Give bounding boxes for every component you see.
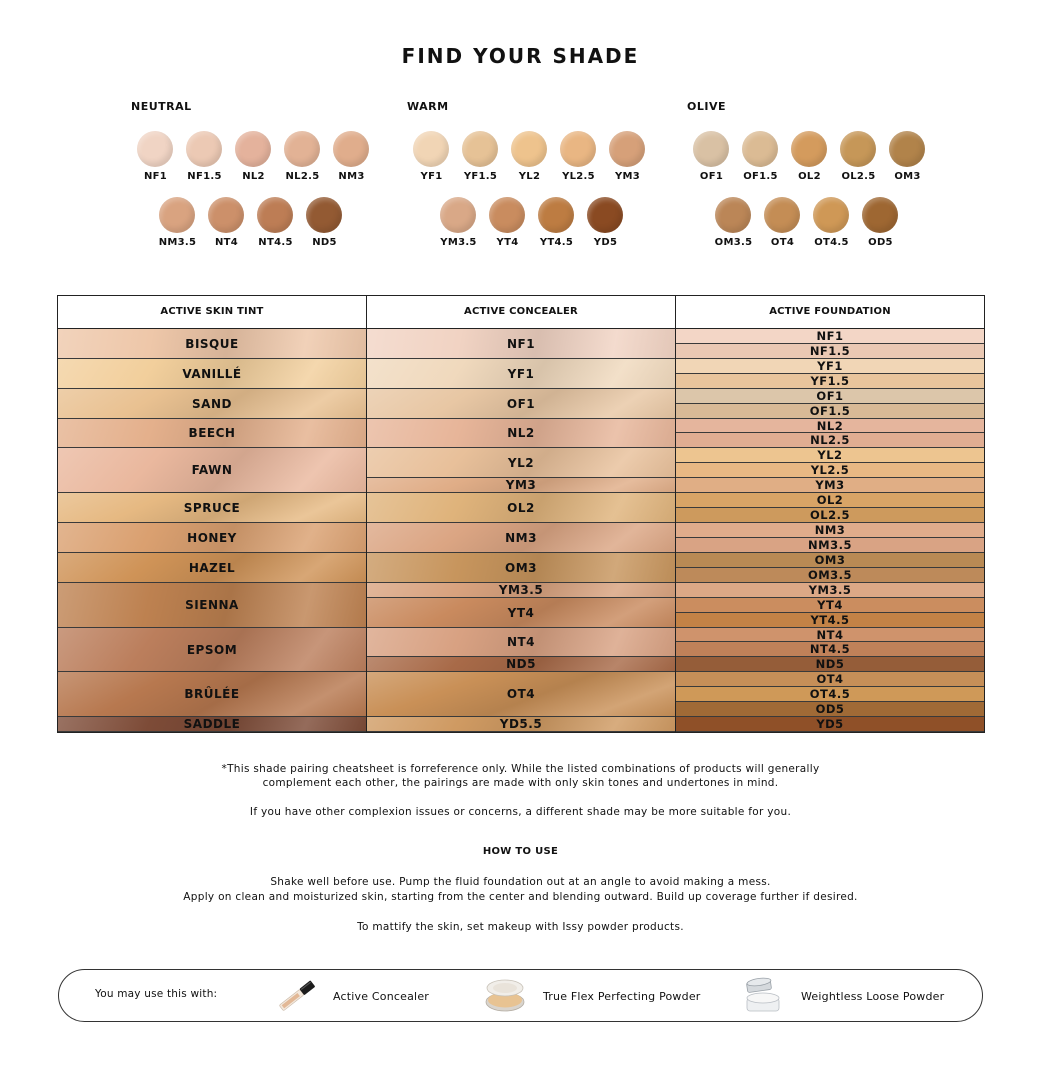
swatch-label: OL2.5 [841, 171, 876, 182]
shade-swatch[interactable] [758, 197, 807, 259]
swatch-circle [159, 197, 195, 233]
swatch-circle [440, 197, 476, 233]
loose-powder-jar-icon [739, 976, 789, 1016]
table-cell: OM3 [367, 553, 675, 583]
skin-tint-column [58, 329, 367, 732]
swatch-circle [889, 131, 925, 167]
swatch-label: YT4 [496, 237, 519, 248]
swatch-circle [715, 197, 751, 233]
use-with-lead: You may use this with: [95, 988, 218, 1000]
swatch-label: OF1.5 [743, 171, 778, 182]
swatch-label: YD5 [593, 237, 618, 248]
table-cell: HAZEL [58, 553, 366, 583]
product-active-concealer[interactable] [271, 976, 429, 1016]
swatch-circle [862, 197, 898, 233]
table-cell: NT4.5 [676, 642, 984, 657]
table-cell: NL2 [676, 419, 984, 433]
swatch-label: NF1 [143, 171, 168, 182]
product-weightless-loose-powder[interactable] [739, 976, 944, 1016]
table-cell: YF1 [676, 359, 984, 374]
product-name: True Flex Perfecting Powder [543, 989, 701, 1003]
foundation-column [676, 329, 984, 732]
swatch-row [709, 197, 905, 259]
table-cell: NF1 [367, 329, 675, 359]
swatch-circle [813, 197, 849, 233]
swatch-circle [560, 131, 596, 167]
table-cell: OM3 [676, 553, 984, 568]
swatch-row [407, 131, 652, 193]
shade-swatch[interactable] [251, 197, 300, 259]
how-to-use-line-1: Shake well before use. Pump the fluid foundation out at an angle to avoid making a mess. [270, 876, 771, 888]
table-cell: YT4.5 [676, 613, 984, 628]
table-cell: OF1 [676, 389, 984, 404]
shade-swatch[interactable] [456, 131, 505, 193]
family-name: OLIVE [687, 100, 726, 113]
table-cell: OL2.5 [676, 508, 984, 523]
swatch-label: NM3 [338, 171, 365, 182]
swatch-label: OM3 [894, 171, 921, 182]
table-cell: OD5 [676, 702, 984, 717]
shade-swatch[interactable] [153, 197, 202, 259]
shade-swatch[interactable] [532, 197, 581, 259]
table-cell: YL2.5 [676, 463, 984, 478]
shade-swatch[interactable] [327, 131, 376, 193]
disclaimer-line-1: *This shade pairing cheatsheet is forreference only. While the listed combinations of products will generally [221, 763, 820, 775]
shade-swatch[interactable] [834, 131, 883, 193]
swatch-label: OT4.5 [814, 237, 849, 248]
swatch-label: NT4 [214, 237, 239, 248]
table-cell: OF1.5 [676, 404, 984, 419]
swatch-label: YL2.5 [562, 171, 595, 182]
disclaimer-line-3: If you have other complexion issues or concerns, a different shade may be more suitable for you. [249, 806, 792, 818]
table-cell: VANILLÉ [58, 359, 366, 389]
swatch-label: OM3.5 [714, 237, 753, 248]
swatch-label: YT4.5 [539, 237, 574, 248]
swatch-label: NF1.5 [187, 171, 222, 182]
shade-swatch[interactable] [300, 197, 349, 259]
product-name: Weightless Loose Powder [801, 989, 945, 1003]
how-to-use-line-2: Apply on clean and moisturized skin, starting from the center and blending outward. Build up coverage further if desired. [183, 891, 858, 903]
swatch-label: YL2 [518, 171, 541, 182]
table-cell: YL2 [367, 448, 675, 478]
family-name: WARM [407, 100, 449, 113]
swatch-row [434, 197, 630, 259]
table-cell: SAND [58, 389, 366, 419]
swatch-label: NL2 [242, 171, 265, 182]
header-concealer: ACTIVE CONCEALER [367, 296, 676, 328]
swatch-circle [306, 197, 342, 233]
shade-swatch[interactable] [505, 131, 554, 193]
shade-family-neutral [131, 100, 391, 248]
swatch-circle [235, 131, 271, 167]
swatch-circle [257, 197, 293, 233]
shade-swatch[interactable] [581, 197, 630, 259]
shade-swatch[interactable] [785, 131, 834, 193]
swatch-circle [413, 131, 449, 167]
table-cell: OF1 [367, 389, 675, 419]
swatch-label: YM3.5 [440, 237, 477, 248]
shade-swatch[interactable] [131, 131, 180, 193]
powder-compact-icon [481, 976, 531, 1016]
table-cell: NF1 [676, 329, 984, 344]
shade-swatch[interactable] [807, 197, 856, 259]
table-cell: NL2.5 [676, 433, 984, 448]
concealer-wand-icon [271, 976, 321, 1016]
shade-swatch[interactable] [856, 197, 905, 259]
swatch-label: NM3.5 [158, 237, 197, 248]
table-cell: SIENNA [58, 583, 366, 628]
table-cell: OM3.5 [676, 568, 984, 583]
table-cell: FAWN [58, 448, 366, 493]
swatch-label: ND5 [312, 237, 337, 248]
table-cell: NT4 [367, 628, 675, 657]
swatch-row [153, 197, 349, 259]
shade-family-olive [687, 100, 947, 248]
table-cell: ND5 [676, 657, 984, 672]
how-to-use-line-3: To mattify the skin, set makeup with Issy powder products. [357, 921, 684, 933]
table-cell: YD5 [676, 717, 984, 732]
table-cell: YM3 [676, 478, 984, 493]
swatch-circle [462, 131, 498, 167]
swatch-circle [186, 131, 222, 167]
shade-swatch[interactable] [202, 197, 251, 259]
swatch-label: OD5 [868, 237, 893, 248]
shade-swatch[interactable] [278, 131, 327, 193]
table-cell: OL2 [367, 493, 675, 523]
swatch-circle [284, 131, 320, 167]
table-cell: YD5.5 [367, 717, 675, 732]
table-cell: YT4 [676, 598, 984, 613]
swatch-circle [538, 197, 574, 233]
swatch-circle [791, 131, 827, 167]
shade-swatch[interactable] [554, 131, 603, 193]
swatch-label: YM3 [614, 171, 641, 182]
table-cell: SADDLE [58, 717, 366, 732]
product-true-flex-powder[interactable] [481, 976, 701, 1016]
swatch-circle [840, 131, 876, 167]
table-cell: OT4 [676, 672, 984, 687]
swatch-row [131, 131, 376, 193]
shade-swatch[interactable] [407, 131, 456, 193]
table-cell: OT4.5 [676, 687, 984, 702]
shade-swatch[interactable] [603, 131, 652, 193]
table-cell: NM3 [367, 523, 675, 553]
swatch-label: OL2 [798, 171, 821, 182]
use-with-banner [58, 969, 983, 1022]
table-cell: BRÛLÉE [58, 672, 366, 717]
table-cell: YM3.5 [676, 583, 984, 598]
shade-swatch[interactable] [229, 131, 278, 193]
swatch-circle [742, 131, 778, 167]
shade-family-warm [407, 100, 667, 248]
table-cell: SPRUCE [58, 493, 366, 523]
swatch-label: OF1 [699, 171, 724, 182]
shade-swatch[interactable] [709, 197, 758, 259]
swatch-label: YF1.5 [463, 171, 498, 182]
table-cell: YM3.5 [367, 583, 675, 598]
swatch-circle [693, 131, 729, 167]
table-cell: NT4 [676, 628, 984, 642]
table-cell: EPSOM [58, 628, 366, 672]
disclaimer-line-2: complement each other, the pairings are made with only skin tones and undertones in mind. [262, 777, 779, 789]
product-name: Active Concealer [333, 989, 430, 1003]
swatch-circle [511, 131, 547, 167]
table-cell: BISQUE [58, 329, 366, 359]
swatch-row [687, 131, 932, 193]
table-cell: NL2 [367, 419, 675, 448]
shade-swatch[interactable] [687, 131, 736, 193]
shade-swatch[interactable] [434, 197, 483, 259]
table-cell: OT4 [367, 672, 675, 717]
shade-swatch[interactable] [736, 131, 785, 193]
table-cell: ND5 [367, 657, 675, 672]
swatch-circle [333, 131, 369, 167]
concealer-column [367, 329, 676, 732]
table-cell: NF1.5 [676, 344, 984, 359]
header-skin-tint: ACTIVE SKIN TINT [58, 296, 367, 328]
shade-pairing-table [57, 295, 985, 733]
table-cell: YM3 [367, 478, 675, 493]
swatch-circle [208, 197, 244, 233]
swatch-circle [587, 197, 623, 233]
table-cell: YF1 [367, 359, 675, 389]
how-to-use-title: HOW TO USE [482, 846, 559, 857]
header-foundation: ACTIVE FOUNDATION [769, 306, 891, 317]
swatch-label: YF1 [420, 171, 443, 182]
swatch-label: NT4.5 [258, 237, 293, 248]
table-cell: NM3.5 [676, 538, 984, 553]
swatch-circle [609, 131, 645, 167]
table-header [58, 296, 984, 329]
swatch-label: OT4 [770, 237, 795, 248]
swatch-circle [137, 131, 173, 167]
table-cell: HONEY [58, 523, 366, 553]
table-cell: YL2 [676, 448, 984, 463]
table-cell: NM3 [676, 523, 984, 538]
family-name: NEUTRAL [131, 100, 192, 113]
table-cell: OL2 [676, 493, 984, 508]
shade-swatch[interactable] [883, 131, 932, 193]
page-title: FIND YOUR SHADE [401, 44, 640, 68]
table-cell: BEECH [58, 419, 366, 448]
swatch-circle [489, 197, 525, 233]
table-cell: YF1.5 [676, 374, 984, 389]
shade-swatch[interactable] [180, 131, 229, 193]
shade-swatch[interactable] [483, 197, 532, 259]
swatch-label: NL2.5 [285, 171, 320, 182]
swatch-circle [764, 197, 800, 233]
table-cell: YT4 [367, 598, 675, 628]
